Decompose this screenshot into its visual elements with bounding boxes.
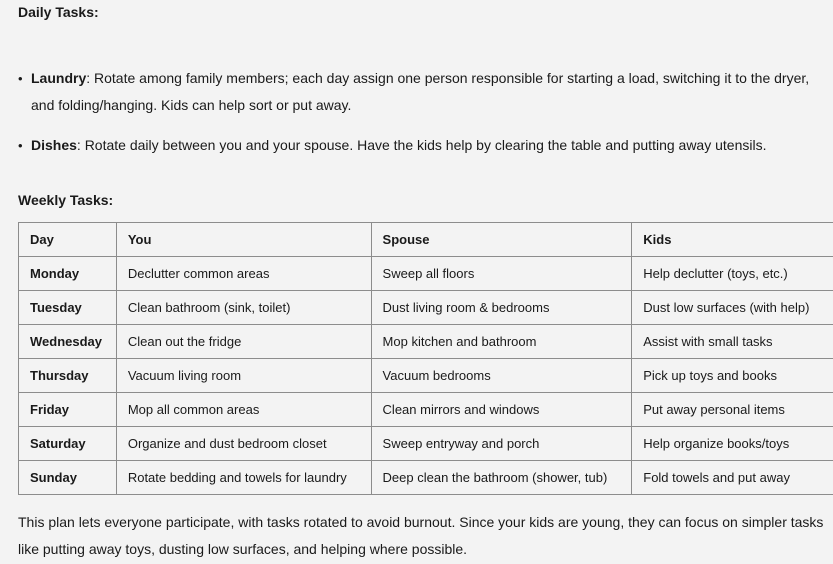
spouse-cell: Deep clean the bathroom (shower, tub) [371, 461, 632, 495]
day-cell: Sunday [19, 461, 117, 495]
list-item-text: : Rotate daily between you and your spouse. Have the kids help by clearing the table and putting away utensils. [76, 137, 767, 153]
bullet-icon: • [18, 71, 23, 86]
spouse-cell: Sweep entryway and porch [371, 427, 632, 461]
table-row [19, 257, 833, 291]
you-cell: Clean bathroom (sink, toilet) [116, 291, 371, 325]
column-header-you: You [116, 223, 371, 257]
table-header-row [19, 223, 833, 257]
kids-cell: Put away personal items [632, 393, 833, 427]
day-cell: Thursday [19, 359, 117, 393]
day-cell: Friday [19, 393, 117, 427]
table-row [19, 359, 833, 393]
kids-cell: Fold towels and put away [632, 461, 833, 495]
spouse-cell: Vacuum bedrooms [371, 359, 632, 393]
table-row [19, 393, 833, 427]
kids-cell: Assist with small tasks [632, 325, 833, 359]
bullet-icon: • [18, 138, 23, 153]
table-row [19, 427, 833, 461]
column-header-spouse: Spouse [371, 223, 632, 257]
you-cell: Mop all common areas [116, 393, 371, 427]
weekly-tasks-heading: Weekly Tasks: [18, 192, 114, 208]
spouse-cell: Clean mirrors and windows [371, 393, 632, 427]
list-item-label: Dishes [31, 137, 77, 153]
kids-cell: Help declutter (toys, etc.) [632, 257, 833, 291]
spouse-cell: Mop kitchen and bathroom [371, 325, 632, 359]
you-cell: Declutter common areas [116, 257, 371, 291]
list-item [18, 65, 818, 119]
kids-cell: Dust low surfaces (with help) [632, 291, 833, 325]
table-row [19, 291, 833, 325]
kids-cell: Pick up toys and books [632, 359, 833, 393]
daily-tasks-heading: Daily Tasks: [18, 4, 99, 20]
day-cell: Saturday [19, 427, 117, 461]
list-item-label: Laundry [31, 70, 87, 86]
you-cell: Clean out the fridge [116, 325, 371, 359]
day-cell: Tuesday [19, 291, 117, 325]
you-cell: Organize and dust bedroom closet [116, 427, 371, 461]
daily-tasks-list-2 [18, 132, 818, 159]
day-cell: Monday [19, 257, 117, 291]
list-item-text: : Rotate among family members; each day assign one person responsible for starting a load, switching it to the dryer, and folding/hanging. Kids can help sort or put away. [31, 70, 810, 113]
you-cell: Rotate bedding and towels for laundry [116, 461, 371, 495]
day-cell: Wednesday [19, 325, 117, 359]
kids-cell: Help organize books/toys [632, 427, 833, 461]
weekly-tasks-table [18, 222, 833, 495]
list-item [18, 132, 818, 159]
daily-tasks-list [18, 65, 818, 119]
you-cell: Vacuum living room [116, 359, 371, 393]
spouse-cell: Dust living room & bedrooms [371, 291, 632, 325]
column-header-kids: Kids [632, 223, 833, 257]
spouse-cell: Sweep all floors [371, 257, 632, 291]
table-row [19, 461, 833, 495]
table-row [19, 325, 833, 359]
summary-paragraph: This plan lets everyone participate, with tasks rotated to avoid burnout. Since your kids are young, they can focus on simpler tasks like putting away toys, dusting low surfaces, and helping where possible. [18, 514, 824, 557]
column-header-day: Day [19, 223, 117, 257]
